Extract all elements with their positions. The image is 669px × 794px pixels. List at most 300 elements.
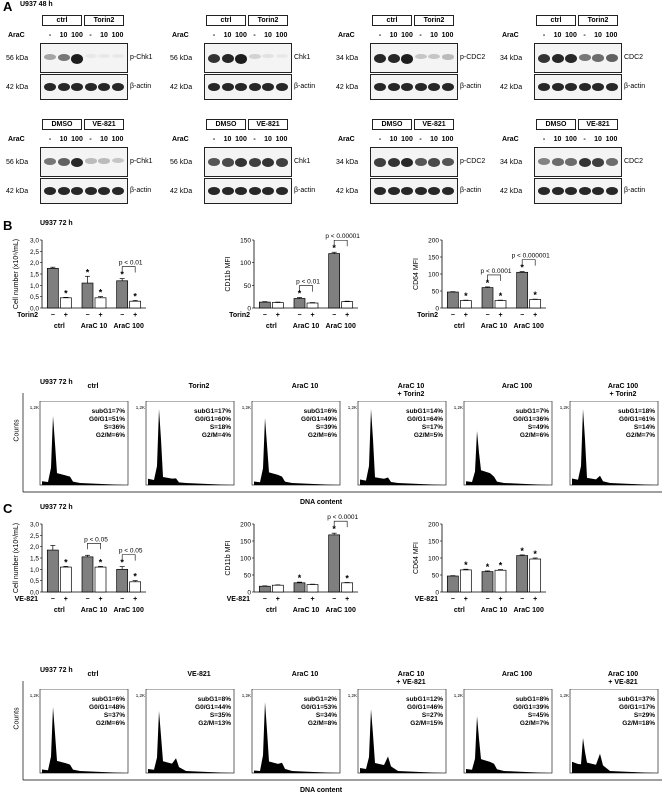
y-tick-label: 100	[240, 555, 251, 563]
treatment-sign: +	[345, 312, 350, 319]
lane-label: -	[253, 136, 256, 143]
histogram-stat: S=17%	[421, 424, 443, 431]
panel-b-flow-panel-title: ctrl	[87, 383, 99, 390]
panel-c-flow-panel-title: VE-821	[187, 671, 211, 678]
protein-label: CDC2	[624, 54, 644, 61]
treatment-sign: −	[50, 312, 55, 319]
arac-label: AraC	[338, 32, 355, 39]
treatment-sign: +	[463, 312, 468, 319]
histogram-stat: S=18%	[209, 424, 231, 431]
panel-c-flow-xlabel: DNA content	[300, 787, 343, 794]
band	[538, 158, 550, 165]
significance-bracket	[88, 543, 101, 549]
treatment-sign: −	[120, 596, 125, 603]
p-value: p < 0.01	[296, 278, 320, 286]
y-tick-label: 0,5	[29, 294, 39, 302]
y-axis-label: CD11b MFI	[225, 256, 232, 292]
category-label: ctrl	[53, 607, 65, 614]
bar	[130, 582, 141, 592]
band	[276, 54, 288, 58]
histogram-y-tick: 1,2K	[559, 693, 569, 698]
loading-label: β-actin	[624, 187, 646, 194]
band	[235, 158, 247, 167]
histogram-stat: subG1=17%	[193, 408, 231, 415]
band	[374, 54, 386, 63]
y-axis-label: CD64 MFI	[413, 258, 420, 290]
y-tick-label: 2,5	[29, 532, 39, 540]
significance-star: *	[464, 560, 468, 571]
band	[235, 83, 247, 91]
bar	[482, 572, 493, 592]
significance-star: *	[520, 545, 524, 556]
significance-star: *	[485, 277, 490, 288]
bar	[60, 567, 71, 592]
kda-marker: 34 kDa	[336, 55, 359, 62]
group-header-box: ctrl	[372, 15, 412, 26]
band	[235, 54, 247, 64]
band	[606, 54, 618, 62]
blot-target	[370, 43, 458, 73]
significance-star: *	[498, 560, 503, 571]
histogram-stat: G0/G1=48%	[89, 704, 125, 711]
lane-label: 10	[389, 136, 398, 143]
histogram-stat: G0/G1=49%	[301, 416, 337, 423]
histogram-stat: G0/G1=61%	[619, 416, 655, 423]
loading-label: β-actin	[460, 187, 482, 194]
histogram-y-tick: 1,2K	[453, 405, 463, 410]
lane-label: 100	[71, 136, 83, 143]
histogram-stat: G0/G1=39%	[513, 704, 549, 711]
band	[565, 187, 577, 195]
bar	[447, 576, 458, 592]
treatment-label: Torin2	[17, 312, 38, 319]
band	[538, 187, 550, 195]
bar	[294, 583, 305, 592]
band	[112, 187, 124, 195]
y-tick-label: 50	[243, 572, 251, 580]
lane-label: 100	[235, 32, 247, 39]
y-tick-label: 0	[247, 589, 251, 597]
lane-label: 10	[264, 32, 272, 39]
blot-target	[534, 43, 622, 73]
lane-label: 10	[100, 32, 108, 39]
treatment-sign: +	[133, 312, 138, 319]
band	[374, 187, 386, 195]
y-tick-label: 100	[428, 271, 439, 279]
significance-star: *	[297, 573, 302, 584]
histogram-stat: S=45%	[527, 712, 549, 719]
category-label: AraC 100	[325, 607, 356, 614]
significance-bracket	[488, 275, 501, 281]
group-header-box: ctrl	[536, 15, 576, 26]
panel-c-flow-panel-title: AraC 10	[291, 671, 319, 678]
band	[222, 83, 234, 91]
p-value: p < 0.0001	[480, 267, 512, 275]
y-tick-label: 2,5	[29, 248, 39, 256]
bar	[130, 301, 141, 308]
lane-label: -	[419, 136, 422, 143]
loading-label: β-actin	[130, 187, 152, 194]
significance-star: *	[98, 557, 103, 568]
lane-label: -	[378, 136, 382, 143]
lane-label: 100	[401, 32, 413, 39]
y-tick-label: 200	[428, 237, 439, 245]
flow-histogram	[452, 689, 554, 777]
panel-b-flow-ylabel: Counts	[13, 419, 21, 442]
treatment-sign: −	[50, 596, 55, 603]
significance-star: *	[98, 287, 103, 298]
y-tick-label: 1,0	[29, 282, 39, 290]
panel-letter-b: B	[3, 218, 13, 233]
lane-label: 10	[430, 32, 438, 39]
kda-marker: 56 kDa	[6, 159, 29, 166]
treatment-sign: −	[297, 596, 302, 603]
histogram-stat: G0/G1=51%	[89, 416, 125, 423]
band	[415, 54, 427, 59]
significance-star: *	[498, 291, 503, 302]
panel-b-flow-panel-title: AraC 10	[291, 383, 319, 390]
band	[85, 187, 97, 195]
band	[249, 54, 261, 59]
band	[552, 54, 564, 63]
histogram-stat: S=29%	[633, 712, 655, 719]
lane-label: -	[48, 32, 52, 39]
panel-b-flow-panel-title: AraC 100 + Torin2	[607, 383, 639, 398]
bar	[495, 301, 506, 308]
lane-label: 100	[441, 136, 454, 143]
bar	[95, 567, 106, 592]
y-tick-label: 100	[428, 555, 439, 563]
blot-target	[370, 147, 458, 177]
group-header-box: Torin2	[84, 15, 124, 26]
significance-star: *	[520, 262, 524, 273]
panel-letter-a: A	[3, 0, 13, 14]
y-tick-label: 0,0	[29, 589, 39, 597]
histogram-stat: S=27%	[421, 712, 443, 719]
histogram-stat: subG1=7%	[91, 408, 125, 415]
loading-label: β-actin	[294, 83, 316, 90]
band	[208, 54, 220, 63]
histogram-stat: G2/M=15%	[410, 720, 443, 727]
histogram-stat: G2/M=7%	[625, 432, 655, 439]
treatment-label: Torin2	[229, 312, 250, 319]
treatment-sign: +	[275, 596, 280, 603]
y-tick-label: 200	[428, 521, 439, 529]
significance-star: *	[133, 291, 137, 302]
lane-label: -	[89, 136, 92, 143]
kda-marker: 42 kDa	[170, 188, 193, 195]
significance-star: *	[64, 557, 68, 568]
band	[374, 83, 386, 91]
band	[85, 54, 97, 58]
band	[374, 158, 386, 167]
lane-label: 100	[605, 32, 618, 39]
treatment-sign: −	[297, 312, 302, 319]
band	[579, 83, 591, 91]
band	[401, 158, 413, 167]
band	[388, 187, 400, 195]
lane-label: -	[419, 32, 422, 39]
band	[565, 83, 577, 91]
category-label: AraC 100	[513, 607, 544, 614]
band	[58, 187, 70, 195]
band	[592, 187, 604, 195]
bar	[272, 303, 283, 308]
band	[58, 158, 70, 166]
blot-target	[204, 147, 292, 177]
p-value: p < 0.0001	[327, 514, 359, 522]
band	[428, 158, 440, 167]
bar	[447, 292, 458, 308]
arac-label: AraC	[338, 136, 355, 143]
category-label: ctrl	[453, 607, 465, 614]
band	[262, 54, 274, 58]
treatment-sign: +	[345, 596, 350, 603]
bar	[307, 585, 318, 592]
y-tick-label: 150	[240, 237, 251, 245]
flow-histogram	[558, 401, 660, 489]
bar	[530, 300, 541, 309]
y-tick-label: 50	[431, 572, 439, 580]
lane-label: 100	[605, 136, 618, 143]
bar	[307, 303, 318, 308]
bar	[530, 559, 541, 592]
loading-label: β-actin	[130, 83, 152, 90]
treatment-sign: −	[520, 596, 525, 603]
lane-label: 10	[430, 136, 438, 143]
flow-histogram	[452, 401, 554, 489]
p-value: p < 0.05	[118, 547, 143, 555]
band	[442, 83, 454, 91]
band	[85, 158, 97, 164]
histogram-stat: subG1=18%	[617, 408, 655, 415]
band	[565, 158, 577, 166]
treatment-sign: +	[63, 312, 68, 319]
band	[388, 158, 400, 167]
band	[415, 83, 427, 91]
histogram-stat: G0/G1=64%	[407, 416, 443, 423]
band	[428, 54, 440, 59]
band	[262, 158, 274, 167]
lane-label: 100	[111, 32, 124, 39]
treatment-sign: +	[133, 596, 138, 603]
histogram-y-tick: 1,2K	[135, 693, 145, 698]
panel-b-title: U937 72 h	[40, 220, 73, 227]
band	[428, 187, 440, 195]
panel-b-flow-panel-title: AraC 10 + Torin2	[397, 383, 425, 398]
y-tick-label: 150	[428, 538, 439, 546]
y-tick-label: 0	[247, 305, 251, 313]
kda-marker: 42 kDa	[6, 188, 29, 195]
lane-label: 10	[59, 136, 68, 143]
blot-target	[40, 43, 128, 73]
y-tick-label: 3,0	[29, 237, 39, 245]
y-tick-label: 0	[435, 589, 439, 597]
band	[222, 158, 234, 167]
histogram-stat: G2/M=8%	[307, 720, 337, 727]
histogram-stat: S=35%	[209, 712, 231, 719]
lane-label: 10	[594, 136, 602, 143]
significance-star: *	[345, 573, 349, 584]
bar	[482, 288, 493, 308]
band	[235, 187, 247, 195]
band	[85, 83, 97, 91]
y-tick-label: 1,5	[29, 271, 39, 279]
treatment-sign: +	[533, 596, 538, 603]
significance-bracket	[522, 260, 535, 266]
lane-label: 100	[235, 136, 247, 143]
protein-label: p-CDC2	[460, 54, 486, 61]
y-axis-label: Cell number (x10⁶/mL)	[13, 522, 20, 594]
band	[262, 187, 274, 195]
lane-label: -	[583, 32, 586, 39]
bar-chart	[10, 510, 160, 628]
treatment-label: VE-821	[414, 596, 438, 603]
panel-c-flow-panel-title: ctrl	[87, 671, 99, 678]
treatment-sign: −	[120, 312, 125, 319]
significance-star: *	[533, 290, 537, 301]
histogram-y-tick: 1,2K	[453, 693, 463, 698]
group-header-box: ctrl	[206, 15, 246, 26]
bar	[95, 298, 106, 308]
group-header-box: VE-821	[578, 119, 618, 130]
histogram-stat: S=39%	[315, 424, 337, 431]
significance-star: *	[120, 557, 124, 568]
bar	[82, 557, 93, 592]
protein-label: p-CDC2	[460, 158, 486, 165]
kda-marker: 34 kDa	[500, 159, 523, 166]
histogram-stat: G0/G1=53%	[301, 704, 337, 711]
histogram-stat: S=34%	[315, 712, 337, 719]
bar	[329, 535, 340, 592]
lane-label: 10	[389, 32, 398, 39]
lane-label: -	[48, 136, 52, 143]
kda-marker: 42 kDa	[500, 188, 523, 195]
group-header-box: Torin2	[414, 15, 454, 26]
y-tick-label: 1,0	[29, 566, 39, 574]
group-header-box: Torin2	[248, 15, 288, 26]
blot-loading	[534, 178, 622, 204]
lane-label: 100	[275, 136, 288, 143]
bar	[117, 281, 128, 308]
band	[249, 187, 261, 195]
panel-c-flow-panel-title: AraC 10 + VE-821	[396, 671, 426, 686]
band	[592, 54, 604, 62]
bar	[60, 298, 71, 308]
histogram-stat: G2/M=18%	[622, 720, 655, 727]
bar	[517, 272, 528, 308]
band	[592, 83, 604, 91]
lane-label: 100	[565, 32, 577, 39]
lane-label: -	[253, 32, 256, 39]
bar	[82, 283, 93, 308]
bar-chart	[10, 226, 160, 344]
lane-label: 10	[553, 136, 562, 143]
band	[592, 158, 604, 167]
blot-loading	[370, 178, 458, 204]
group-header-box: Torin2	[578, 15, 618, 26]
bar-chart	[410, 226, 560, 344]
histogram-stat: G2/M=6%	[95, 432, 125, 439]
histogram-stat: G2/M=6%	[307, 432, 337, 439]
panel-b-flow-xlabel: DNA content	[300, 499, 343, 506]
band	[428, 83, 440, 91]
band	[98, 187, 110, 195]
lane-label: 100	[275, 32, 288, 39]
arac-label: AraC	[8, 32, 25, 39]
arac-label: AraC	[502, 136, 519, 143]
group-header-box: DMSO	[536, 119, 576, 130]
band	[262, 83, 274, 91]
treatment-sign: +	[310, 312, 315, 319]
band	[415, 158, 427, 166]
histogram-stat: subG1=12%	[405, 696, 443, 703]
protein-label: CDC2	[624, 158, 644, 165]
lane-label: 10	[223, 136, 232, 143]
bar	[460, 301, 471, 308]
group-header-box: DMSO	[206, 119, 246, 130]
band	[388, 54, 400, 63]
band	[415, 187, 427, 195]
y-tick-label: 2,0	[29, 260, 39, 268]
histogram-y-tick: 1,2K	[559, 405, 569, 410]
significance-star: *	[133, 571, 137, 582]
lane-label: -	[89, 32, 92, 39]
blot-target	[40, 147, 128, 177]
band	[98, 54, 110, 58]
band	[208, 158, 220, 166]
y-tick-label: 50	[431, 288, 439, 296]
lane-label: 10	[264, 136, 272, 143]
treatment-label: Torin2	[417, 312, 438, 319]
treatment-sign: −	[485, 312, 490, 319]
band	[565, 54, 577, 63]
protein-label: Chk1	[294, 54, 311, 61]
panel-c-flow-title: U937 72 h	[40, 667, 73, 674]
band	[112, 54, 124, 58]
histogram-stat: subG1=2%	[303, 696, 337, 703]
treatment-sign: +	[63, 596, 68, 603]
treatment-sign: +	[98, 596, 103, 603]
histogram-stat: G2/M=5%	[413, 432, 443, 439]
band	[249, 83, 261, 91]
band	[44, 187, 56, 195]
treatment-sign: +	[463, 596, 468, 603]
kda-marker: 42 kDa	[336, 188, 359, 195]
p-value: p < 0.05	[84, 536, 108, 544]
band	[552, 83, 564, 91]
blot-loading	[204, 178, 292, 204]
bar	[259, 302, 270, 308]
treatment-sign: +	[498, 312, 503, 319]
significance-star: *	[332, 524, 336, 535]
blot-loading	[40, 74, 128, 100]
kda-marker: 56 kDa	[170, 55, 193, 62]
histogram-stat: subG1=7%	[515, 408, 549, 415]
treatment-sign: +	[275, 312, 280, 319]
band	[98, 83, 110, 91]
histogram-y-tick: 1,2K	[135, 405, 145, 410]
bar	[342, 302, 353, 308]
kda-marker: 34 kDa	[336, 159, 359, 166]
protein-label: p-Chk1	[130, 54, 153, 61]
protein-label: Chk1	[294, 158, 311, 165]
band	[401, 54, 413, 64]
histogram-stat: S=14%	[633, 424, 655, 431]
band	[606, 158, 618, 166]
band	[388, 83, 400, 91]
band	[276, 187, 288, 195]
